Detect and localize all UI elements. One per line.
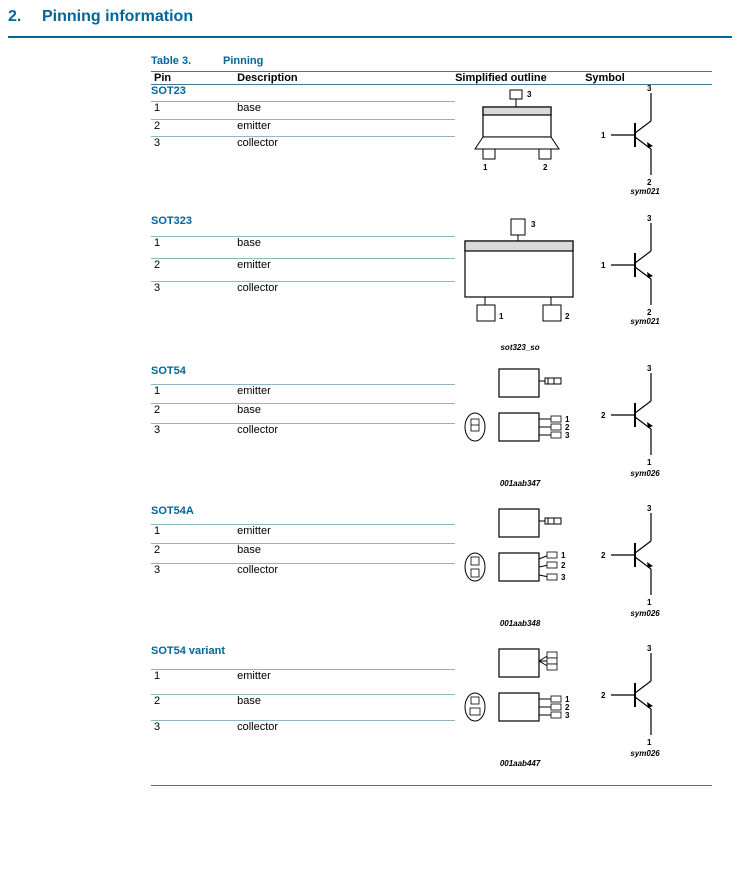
svg-text:1: 1 — [601, 131, 606, 140]
symbol-cell-sot54 — [585, 365, 712, 505]
pin-number: 3 — [154, 564, 161, 577]
symbol-caption-sot54-variant: sym026 — [630, 749, 660, 758]
svg-text:3: 3 — [561, 573, 566, 582]
svg-text:2: 2 — [561, 561, 566, 570]
table-group-row — [151, 505, 712, 524]
pin-number: 1 — [151, 524, 237, 544]
pin-number: 1 — [151, 384, 237, 404]
svg-text:3: 3 — [647, 214, 652, 223]
outline-caption-sot54a: 001aab348 — [499, 619, 541, 628]
npn-symbol-drawing-sot54-variant — [585, 645, 705, 745]
table-bottom-rule — [151, 786, 712, 788]
pin-number: 2 — [151, 544, 237, 564]
sot54a-outline-drawing — [455, 505, 585, 617]
svg-text:2: 2 — [565, 703, 570, 712]
npn-symbol-drawing-sot54 — [585, 365, 705, 465]
sot323-outline-drawing — [455, 215, 585, 343]
svg-text:1: 1 — [647, 598, 652, 607]
package-name-sot54-variant: SOT54 variant — [151, 645, 455, 670]
column-header-symbol: Symbol — [585, 72, 712, 85]
pin-number: 3 — [154, 720, 161, 733]
svg-text:3: 3 — [565, 711, 570, 720]
outline-cell-sot54a — [455, 505, 585, 645]
svg-text:1: 1 — [647, 738, 652, 747]
table-group-row — [151, 645, 712, 670]
pin-number: 3 — [154, 136, 161, 149]
outline-cell-sot23 — [455, 85, 585, 216]
pin-description: emitter — [237, 524, 455, 544]
outline-cell-sot323 — [455, 215, 585, 365]
pin-number: 1 — [151, 670, 237, 695]
symbol-caption-sot23: sym021 — [630, 187, 660, 196]
outline-cell-sot54 — [455, 365, 585, 505]
svg-text:2: 2 — [601, 411, 606, 420]
pin-description: base — [237, 544, 455, 564]
svg-text:3: 3 — [565, 431, 570, 440]
symbol-caption-sot323: sym021 — [630, 317, 660, 326]
section-title: Pinning information — [42, 8, 194, 25]
pinning-table — [151, 71, 712, 787]
svg-text:3: 3 — [527, 90, 532, 99]
svg-text:3: 3 — [647, 364, 652, 373]
pin-number: 1 — [151, 102, 237, 119]
pin-number: 2 — [151, 119, 237, 136]
table-header-row — [151, 72, 712, 85]
pin-description: collector — [237, 720, 279, 733]
pin-number: 2 — [151, 404, 237, 424]
column-header-outline: Simplified outline — [455, 72, 585, 85]
package-name-sot54a: SOT54A — [151, 505, 455, 524]
outline-caption-sot323: sot323_so — [500, 343, 540, 352]
table-group-row — [151, 365, 712, 384]
pin-description: base — [237, 695, 455, 720]
npn-symbol-drawing-sot54a — [585, 505, 705, 605]
sot54-variant-outline-drawing — [455, 645, 585, 757]
svg-text:1: 1 — [561, 551, 566, 560]
package-name-sot23: SOT23 — [151, 85, 455, 102]
svg-text:2: 2 — [565, 312, 570, 321]
symbol-cell-sot54a — [585, 505, 712, 645]
outline-caption-sot54-variant: 001aab447 — [499, 759, 541, 768]
page-title — [8, 8, 732, 26]
npn-symbol-drawing-sot323 — [585, 215, 705, 315]
symbol-cell-sot323 — [585, 215, 712, 365]
outline-cell-sot54-variant — [455, 645, 585, 786]
pin-number: 3 — [154, 424, 161, 437]
pin-description: emitter — [237, 384, 455, 404]
table-group-row — [151, 85, 712, 102]
svg-text:2: 2 — [543, 163, 548, 172]
svg-text:1: 1 — [647, 458, 652, 467]
symbol-caption-sot54a: sym026 — [630, 609, 660, 618]
svg-text:2: 2 — [601, 691, 606, 700]
pin-description: emitter — [237, 259, 455, 281]
svg-text:1: 1 — [499, 312, 504, 321]
package-name-sot54: SOT54 — [151, 365, 455, 384]
svg-text:1: 1 — [601, 261, 606, 270]
svg-text:2: 2 — [565, 423, 570, 432]
pin-number: 2 — [151, 259, 237, 281]
svg-text:3: 3 — [647, 504, 652, 513]
svg-text:3: 3 — [647, 644, 652, 653]
pin-description: base — [237, 102, 455, 119]
pin-description: base — [237, 237, 455, 259]
svg-text:3: 3 — [531, 220, 536, 229]
svg-text:1: 1 — [565, 415, 570, 424]
column-header-pin: Pin — [151, 72, 237, 85]
symbol-cell-sot23 — [585, 85, 712, 216]
table-caption-text: Pinning — [223, 55, 264, 67]
npn-symbol-drawing-sot23 — [585, 85, 705, 185]
symbol-cell-sot54-variant — [585, 645, 712, 786]
pin-number: 2 — [151, 695, 237, 720]
symbol-caption-sot54: sym026 — [630, 469, 660, 478]
svg-text:3: 3 — [647, 84, 652, 93]
package-name-sot323: SOT323 — [151, 215, 455, 237]
sot54-outline-drawing — [455, 365, 585, 477]
pin-number: 3 — [154, 281, 161, 294]
section-divider — [8, 36, 732, 38]
svg-text:2: 2 — [647, 308, 652, 317]
table-caption-label: Table 3. — [151, 55, 192, 67]
table-caption — [151, 55, 712, 71]
pin-description: collector — [237, 281, 279, 294]
pin-description: emitter — [237, 119, 455, 136]
sot23-outline-drawing — [455, 85, 585, 193]
pin-description: collector — [237, 564, 279, 577]
pinning-table-wrapper — [151, 55, 712, 787]
outline-caption-sot54: 001aab347 — [499, 479, 541, 488]
svg-text:2: 2 — [601, 551, 606, 560]
section-number: 2. — [8, 8, 22, 25]
pin-description: base — [237, 404, 455, 424]
column-header-description: Description — [237, 72, 455, 85]
pin-number: 1 — [151, 237, 237, 259]
table-group-row — [151, 215, 712, 237]
pin-description: collector — [237, 136, 279, 149]
pin-description: emitter — [237, 670, 455, 695]
svg-text:2: 2 — [647, 178, 652, 187]
svg-text:1: 1 — [565, 695, 570, 704]
pin-description: collector — [237, 424, 279, 437]
svg-text:1: 1 — [483, 163, 488, 172]
